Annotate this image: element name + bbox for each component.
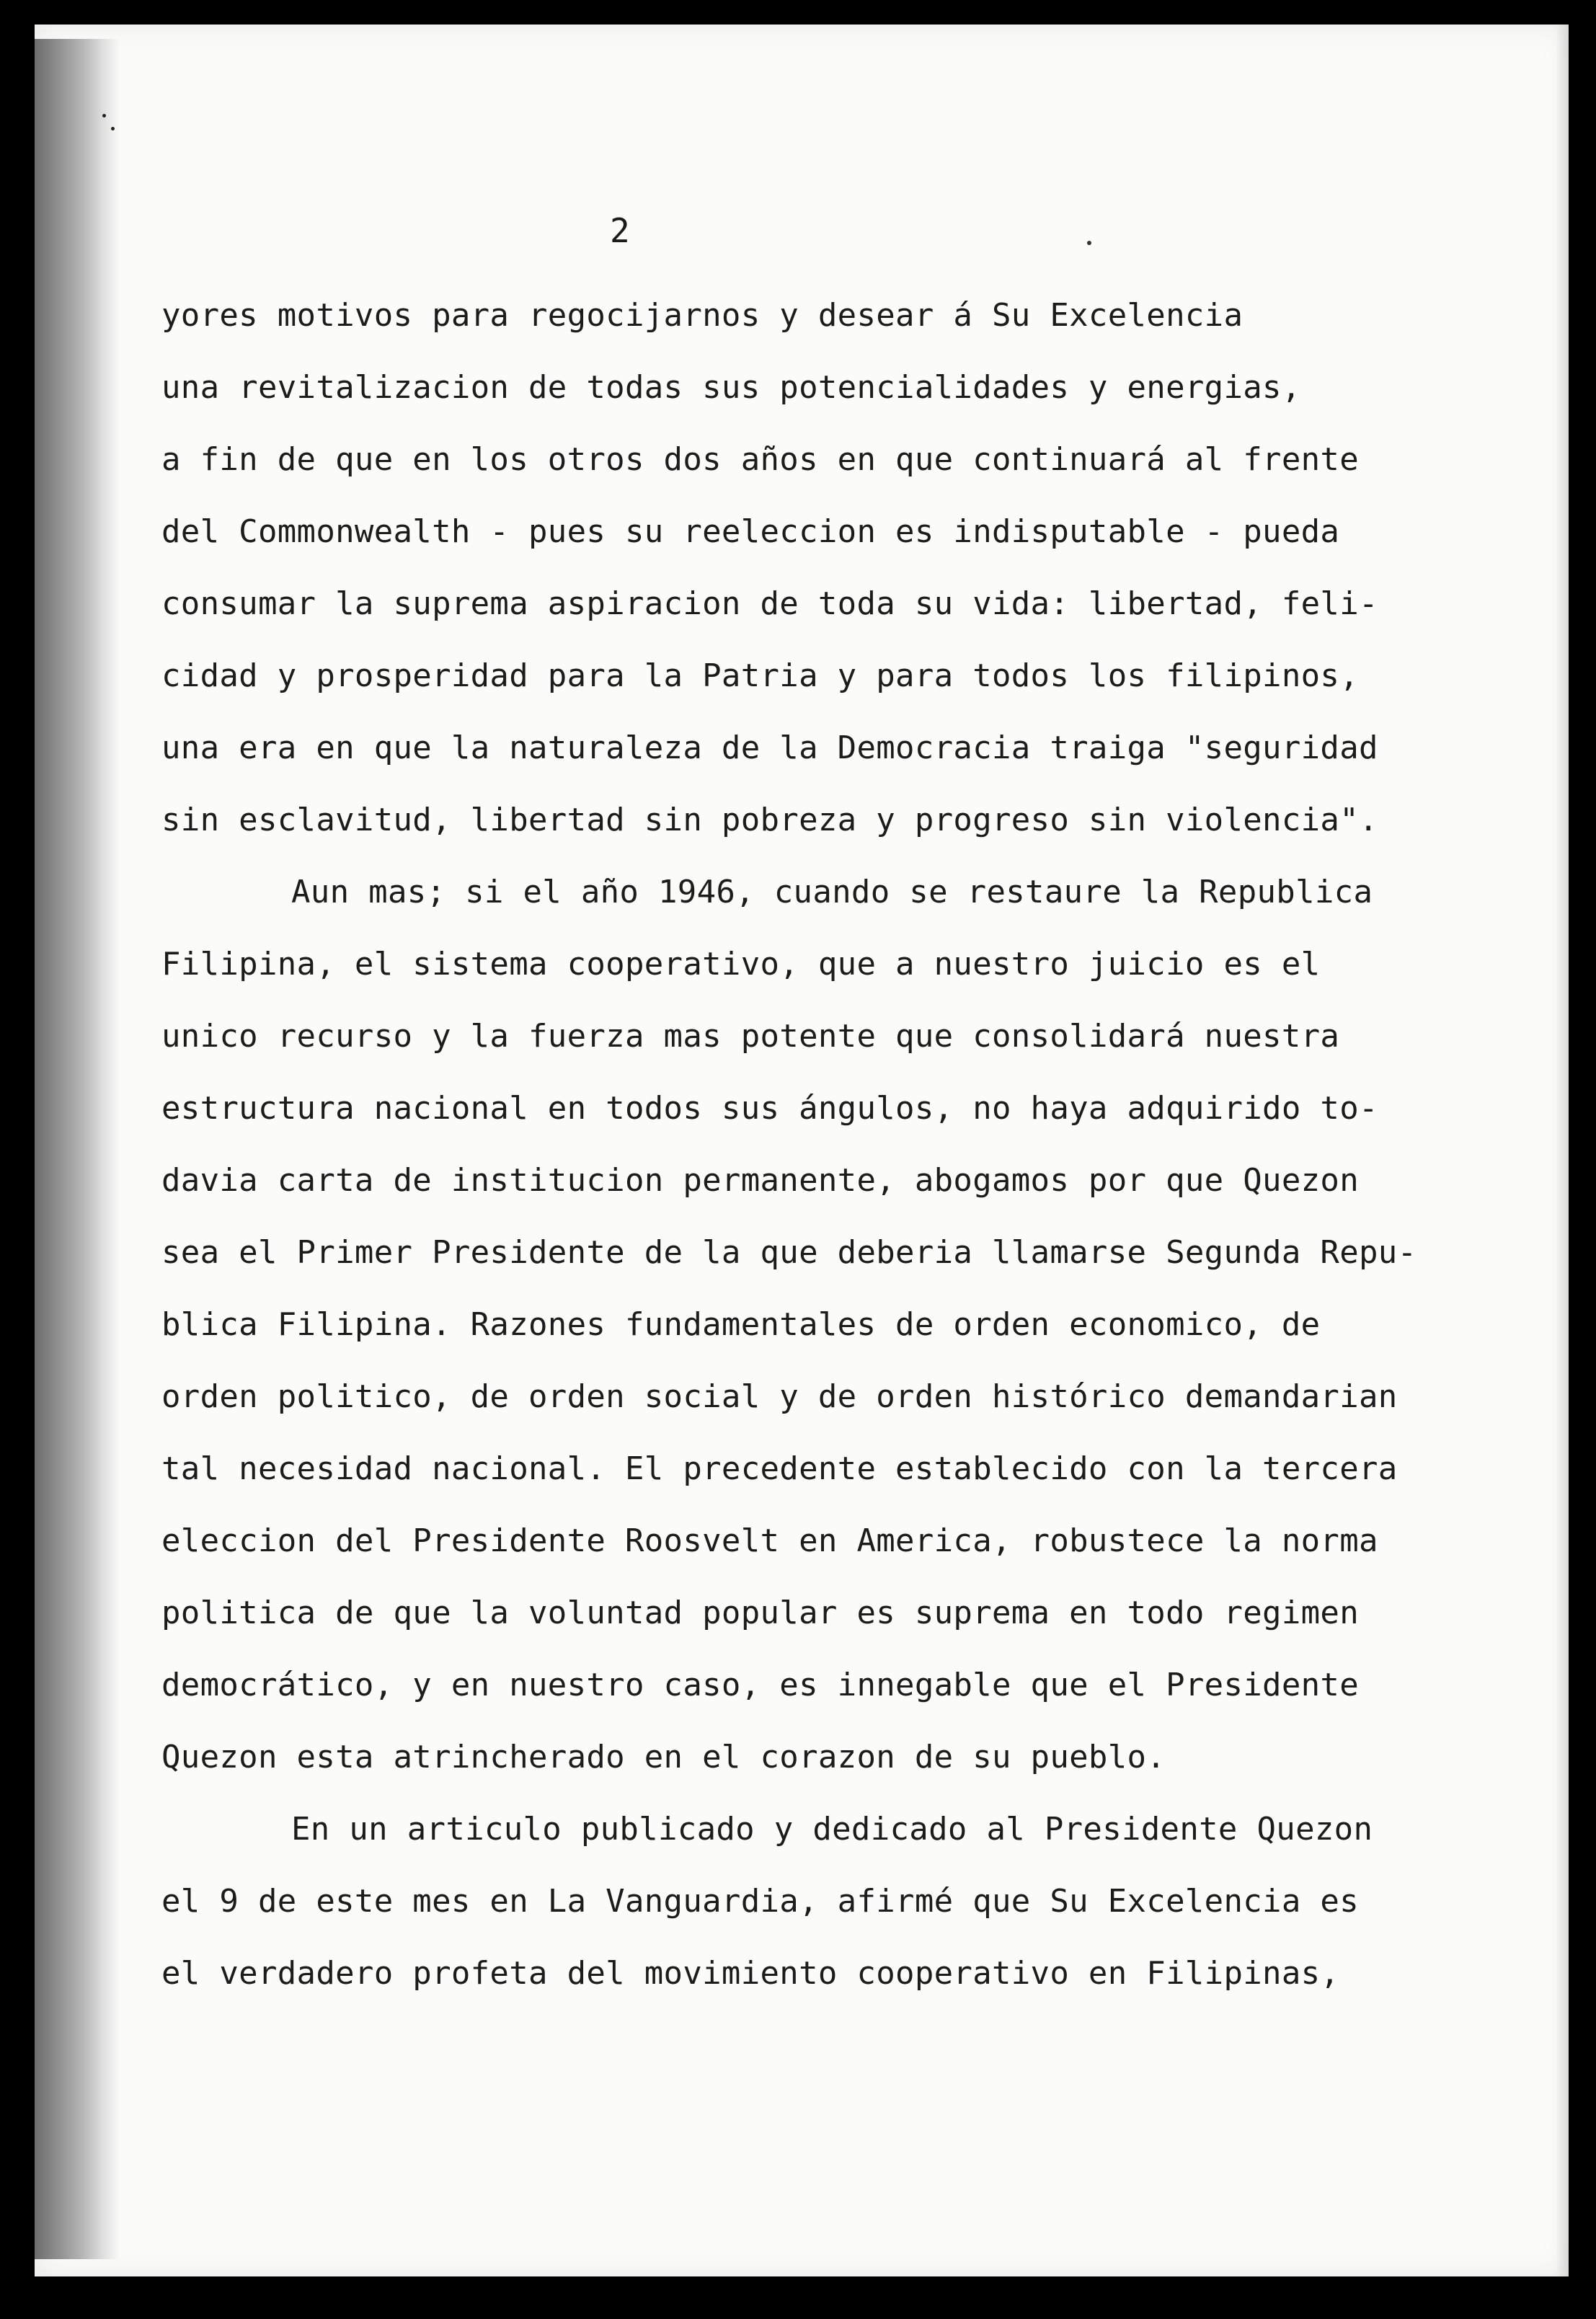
page-number: 2 bbox=[610, 211, 630, 250]
text-line: sin esclavitud, libertad sin pobreza y progreso sin violencia". bbox=[161, 802, 1378, 838]
text-line: politica de que la voluntad popular es suprema en todo regimen bbox=[161, 1595, 1359, 1631]
text-line: En un articulo publicado y dedicado al Presidente Quezon bbox=[291, 1811, 1373, 1848]
text-line: davia carta de institucion permanente, abogamos por que Quezon bbox=[161, 1162, 1359, 1199]
text-line: yores motivos para regocijarnos y desear á Su Excelencia bbox=[161, 297, 1243, 334]
text-line: a fin de que en los otros dos años en que continuará al frente bbox=[161, 441, 1359, 478]
text-line: Quezon esta atrincherado en el corazon de su pueblo. bbox=[161, 1739, 1166, 1775]
text-line: Aun mas; si el año 1946, cuando se restaure la Republica bbox=[291, 874, 1373, 910]
text-line: una era en que la naturaleza de la Democracia traiga "seguridad bbox=[161, 730, 1378, 766]
text-line: cidad y prosperidad para la Patria y para todos los filipinos, bbox=[161, 657, 1359, 694]
text-line: sea el Primer Presidente de la que deberia llamarse Segunda Repu- bbox=[161, 1234, 1417, 1271]
text-line: una revitalizacion de todas sus potencialidades y energias, bbox=[161, 369, 1301, 406]
text-line: estructura nacional en todos sus ángulos, no haya adquirido to- bbox=[161, 1090, 1378, 1127]
text-line: Filipina, el sistema cooperativo, que a nuestro juicio es el bbox=[161, 946, 1321, 983]
typewritten-page bbox=[35, 25, 1569, 2276]
text-line: unico recurso y la fuerza mas potente que consolidará nuestra bbox=[161, 1018, 1340, 1055]
text-line: orden politico, de orden social y de orden histórico demandarian bbox=[161, 1378, 1398, 1415]
text-line: blica Filipina. Razones fundamentales de orden economico, de bbox=[161, 1306, 1321, 1343]
text-line: del Commonwealth - pues su reeleccion es indisputable - pueda bbox=[161, 513, 1340, 550]
stray-ink-mark bbox=[1087, 241, 1091, 245]
text-line: consumar la suprema aspiracion de toda su vida: libertad, feli- bbox=[161, 585, 1378, 622]
margin-specks bbox=[101, 111, 123, 140]
body-text bbox=[161, 280, 1574, 2010]
text-line: democrático, y en nuestro caso, es innegable que el Presidente bbox=[161, 1667, 1359, 1703]
text-line: tal necesidad nacional. El precedente establecido con la tercera bbox=[161, 1450, 1398, 1487]
text-line: el verdadero profeta del movimiento cooperativo en Filipinas, bbox=[161, 1955, 1340, 1992]
text-line: eleccion del Presidente Roosvelt en America, robustece la norma bbox=[161, 1522, 1378, 1559]
text-line: el 9 de este mes en La Vanguardia, afirmé que Su Excelencia es bbox=[161, 1883, 1359, 1920]
binding-shadow bbox=[35, 39, 120, 2259]
